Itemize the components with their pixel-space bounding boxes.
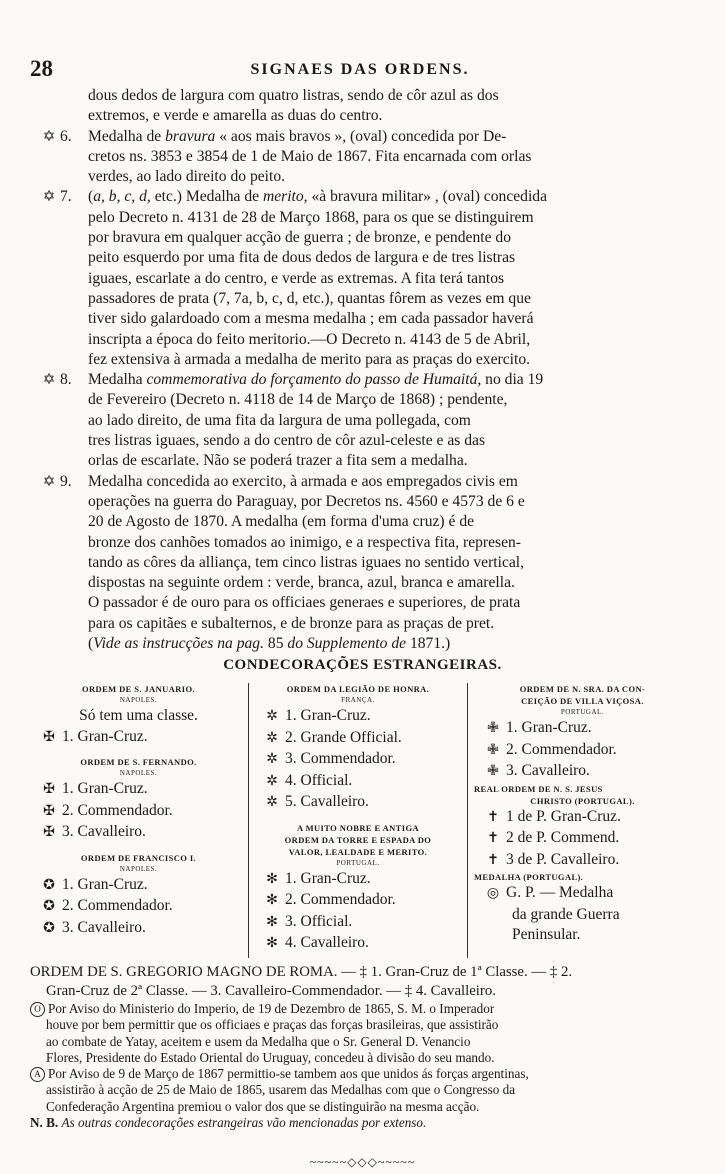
order-heading: ORDEM DE S. FERNANDO. [80, 757, 197, 767]
class-label: 5. Cavalleiro. [285, 793, 369, 810]
spacer [36, 844, 241, 852]
order-class [249, 728, 467, 750]
nb-text: As outras condecorações estrangeiras vão mencionadas por extenso. [61, 1115, 427, 1131]
gregorio-line-2: Gran-Cruz de 2ª Classe. — 3. Cavalleiro-Commendador. — ‡ 4. Cavalleiro. [46, 983, 496, 999]
item-first-line [38, 187, 665, 207]
footnote-line [30, 1099, 695, 1115]
text-line: por bravura em qualquer acção de guerra ; de bronze, e pendente do [88, 229, 511, 247]
insignia-icon: ✠ [43, 782, 55, 797]
page-header [30, 56, 690, 84]
text-line: fez extensiva à armada a medalha de merito para as praças do exercito. [88, 350, 531, 368]
star-icon: ✡ [42, 372, 56, 389]
order-note: Só tem uma classe. [79, 707, 198, 724]
item-number: 8. [60, 371, 72, 389]
insignia-icon: ◎ [486, 886, 500, 901]
order-heading: VALOR, LEALDADE E MERITO. [288, 846, 428, 857]
star-icon: ✡ [42, 189, 56, 206]
item-first-line [38, 472, 665, 492]
text-line: extremos, e verde e amarella as duas do centro. [88, 107, 383, 125]
class-label: 3. Official. [285, 912, 353, 930]
nb-label: N. B. [30, 1115, 59, 1131]
item-first-line [38, 127, 665, 147]
order-heading: CHRISTO (PORTUGAL). [530, 795, 635, 806]
insignia-icon: ✻ [266, 936, 278, 951]
insignia-icon: ✻ [266, 914, 278, 930]
order-country: PORTUGAL. [336, 858, 380, 867]
order-heading: ORDEM DE S. JANUARIO. [81, 684, 195, 694]
class-label: 1. Gran-Cruz. [285, 869, 371, 887]
order-class [474, 828, 691, 850]
class-label: 2. Commendador. [62, 801, 173, 819]
item-number: 9. [60, 472, 72, 490]
class-label: 3. Cavalleiro. [62, 823, 146, 840]
item-text: Medalha concedida ao exercito, à armada e aos empregados civis em [88, 472, 518, 490]
insignia-icon: ✪ [43, 899, 55, 914]
order-heading: ORDEM DA LEGIÃO DE HONRA. [286, 684, 430, 694]
text-line: dous dedos de largura com quatro listras, sendo de côr azul as dos [88, 87, 499, 104]
insignia-icon: ✝ [487, 831, 499, 846]
footnote-line [30, 1066, 695, 1082]
order-note: da grande Guerra [512, 905, 620, 923]
running-head: SIGNAES DAS ORDENS. [250, 61, 470, 78]
text-line: inscripta a época do feito meritorio.—O Decreto n. 4143 de 5 de Abril, [88, 330, 531, 348]
text-line: dispostas na seguinte ordem : verde, branca, azul, branca e amarella. [88, 574, 515, 592]
order-class [36, 918, 241, 940]
item-text: Medalha de bravura « aos mais bravos », (oval) concedida por De- [88, 127, 507, 145]
text-line: peito esquerdo por uma fita de dous dedos de largura e de tres listras [88, 249, 516, 267]
order-heading: MEDALHA (PORTUGAL). [474, 872, 584, 882]
order-class [36, 779, 241, 801]
insignia-icon: ✲ [266, 773, 278, 789]
order-note: Peninsular. [512, 926, 581, 943]
text-line: operações na guerra do Paraguay, por Decretos ns. 4560 e 4573 de 6 e [88, 492, 525, 510]
order-country: PORTUGAL. [560, 708, 605, 716]
footnote-line [30, 1082, 695, 1098]
order-class [474, 883, 691, 905]
class-label: G. P. — Medalha [506, 884, 614, 901]
medal-mark-icon: A [30, 1067, 45, 1082]
footnote-text: assistirão à acção de 25 de Maio de 1865, usarem das Medalhas com que o Congresso da [46, 1082, 516, 1098]
footnotes [30, 1001, 695, 1115]
class-label: 4. Cavalleiro. [285, 934, 369, 951]
foreign-orders-columns [36, 683, 691, 968]
text-line: O passador é de ouro para os officiaes generaes e superiores, de prata [88, 594, 521, 612]
spacer [36, 748, 241, 756]
insignia-icon: ✲ [266, 709, 278, 724]
page-number: 28 [30, 56, 53, 81]
class-label: 1. Gran-Cruz. [62, 727, 148, 745]
order-class [249, 890, 467, 912]
text-line: bronze dos canhões tomados ao inimigo, e a respectiva fita, represen- [88, 533, 522, 551]
text-line: tres listras iguaes, sendo a do centro de côr azul-celeste e as das [88, 432, 486, 450]
text-line: de Fevereiro (Decreto n. 4118 de 14 de Março de 1868) ; pendente, [88, 391, 508, 409]
insignia-icon: ✻ [266, 871, 278, 887]
order-class [249, 792, 467, 814]
end-ornament: ~~~~~◇◇◇~~~~~ [309, 1155, 416, 1169]
class-label: 2. Commendador. [506, 740, 617, 758]
text-line: pelo Decreto n. 4131 de 28 de Março 1868, para os que se distinguirem [88, 208, 534, 226]
item-number: 6. [60, 127, 72, 145]
order-class [249, 706, 467, 728]
class-label: 1. Gran-Cruz. [285, 707, 371, 724]
order-class [36, 801, 241, 823]
column-middle [248, 683, 468, 958]
order-class [249, 933, 467, 955]
footnote-text: Confederação Argentina premiou o valor dos que se distinguirão na mesma acção. [46, 1098, 480, 1114]
insignia-icon: ✲ [266, 795, 278, 810]
class-label: 2 de P. Commend. [506, 829, 620, 846]
footnote-line [30, 1034, 695, 1050]
star-icon: ✡ [42, 128, 56, 145]
column-left [36, 683, 241, 968]
class-label: 3. Commendador. [285, 750, 396, 767]
insignia-icon: ✻ [266, 893, 278, 908]
footnote-line [30, 1017, 695, 1033]
order-class [249, 749, 467, 771]
nb-line [30, 1115, 695, 1131]
text-line: passadores de prata (7, 7a, b, c, d, etc.), quantas fôrem as vezes em que [88, 289, 531, 307]
text-line: (Vide as instrucções na pag. 85 do Supplemento de 1871.) [88, 635, 451, 653]
order-heading: ORDEM DE FRANCISCO I. [80, 852, 197, 863]
class-label: 1. Gran-Cruz. [62, 875, 148, 893]
order-class [249, 771, 467, 793]
footnote-text: Por Aviso de 9 de Março de 1867 permittio-se tambem aos que unidos ás forças argentinas, [48, 1066, 529, 1082]
text-line: ao lado direito, de uma fita da largura de uma pollegada, com [88, 411, 471, 429]
insignia-icon: ✠ [43, 803, 55, 819]
section-title: CONDECORAÇÕES ESTRANGEIRAS. [223, 657, 502, 673]
order-class [36, 875, 241, 897]
text-line: cretos ns. 3853 e 3854 de 1 de Maio de 1867. Fita encarnada com orlas [88, 147, 532, 165]
column-right [474, 683, 691, 968]
order-class [474, 761, 691, 783]
class-label: 2. Commendador. [62, 897, 173, 914]
insignia-icon: ✠ [43, 729, 55, 745]
order-country: NAPOLES. [119, 769, 158, 777]
class-label: 4. Official. [285, 771, 353, 789]
class-label: 3 de P. Cavalleiro. [506, 850, 620, 868]
class-label: 1. Gran-Cruz. [506, 719, 592, 736]
footnote-line [30, 1050, 695, 1066]
order-class [36, 896, 241, 918]
item-number: 7. [60, 188, 72, 206]
text-line: tiver sido galardoado com a mesma medalha ; em cada passador haverá [88, 310, 534, 328]
text-line: verdes, ao lado direito do peito. [88, 168, 286, 186]
order-heading: ORDEM DA TORRE E ESPADA DO [284, 834, 432, 845]
bottom-text [30, 963, 695, 1131]
insignia-icon: ✙ [487, 742, 499, 758]
insignia-icon: ✪ [43, 877, 55, 893]
order-heading: CEIÇÃO DE VILLA VIÇOSA. [521, 696, 644, 706]
insignia-icon: ✪ [43, 920, 55, 936]
insignia-icon: ✠ [43, 825, 55, 840]
order-heading: ORDEM DE N. SRA. DA CON- [519, 684, 646, 694]
insignia-icon: ✲ [266, 752, 278, 767]
class-label: 3. Cavalleiro. [506, 762, 590, 779]
order-country: FRANÇA. [341, 696, 375, 704]
footnote-line [30, 1001, 695, 1017]
order-class [474, 807, 691, 829]
body-text [38, 86, 665, 654]
item-text: (a, b, c, d, etc.) Medalha de merito, «à bravura militar» , (oval) concedida [88, 188, 548, 206]
footnote-text: Por Aviso do Ministerio do Imperio, de 19 de Dezembro de 1865, S. M. o Imperador [48, 1001, 495, 1016]
insignia-icon: ✲ [266, 730, 278, 746]
class-label: 2. Commendador. [285, 891, 396, 908]
star-icon: ✡ [42, 473, 56, 490]
text-line: iguaes, escarlate a do centro, e verde as extremas. A fita terá tantos [88, 269, 505, 287]
insignia-icon: ✙ [487, 721, 499, 736]
text-line: para os capitães e subalternos, e de bronze para as praças de pret. [88, 614, 495, 632]
text-line: 20 de Agosto de 1870. A medalha (em forma d'uma cruz) é de [88, 513, 475, 531]
order-class [474, 850, 691, 872]
gregorio-line-1: ORDEM DE S. GREGORIO MAGNO DE ROMA. — ‡ 1. Gran-Cruz de 1ª Classe. — ‡ 2. [30, 964, 573, 980]
order-class [36, 822, 241, 844]
insignia-icon: ✙ [487, 764, 499, 779]
item-text: Medalha commemorativa do forçamento do passo de Humaitá, no dia 19 [88, 371, 544, 389]
text-line: tando as côres da alliança, tem cinco listras iguaes no sentido vertical, [88, 553, 525, 571]
class-label: 1 de P. Gran-Cruz. [506, 807, 621, 825]
order-class [249, 912, 467, 934]
insignia-icon: ✝ [487, 809, 499, 825]
class-label: 3. Cavalleiro. [62, 918, 146, 936]
order-class [474, 740, 691, 762]
order-heading: REAL ORDEM DE N. S. JESUS [474, 783, 603, 794]
class-label: 2. Grande Official. [285, 728, 402, 746]
order-class [474, 718, 691, 740]
spacer [249, 814, 467, 822]
class-label: 1. Gran-Cruz. [62, 780, 148, 797]
item-first-line [38, 370, 665, 390]
medal-mark-icon: O [30, 1002, 45, 1017]
order-class [36, 727, 241, 749]
order-heading: A MUITO NOBRE E ANTIGA [297, 822, 419, 833]
footnote-text: houve por bem permittir que os officiaes e praças das forças brasileiras, que assistirão [46, 1017, 499, 1033]
order-country: NAPOLES. [119, 696, 158, 704]
footnote-text: Flores, Presidente do Estado Oriental do Uruguay, concedeu à divisão do seu mando. [46, 1049, 495, 1065]
text-line: orlas de escarlate. Não se poderá trazer a fita sem a medalha. [88, 452, 468, 470]
order-country: NAPOLES. [119, 864, 158, 873]
insignia-icon: ✝ [487, 852, 499, 868]
order-class [249, 869, 467, 891]
footnote-text: ao combate de Yatay, aceitem e usem da Medalha que o Sr. General D. Venancio [46, 1033, 471, 1049]
